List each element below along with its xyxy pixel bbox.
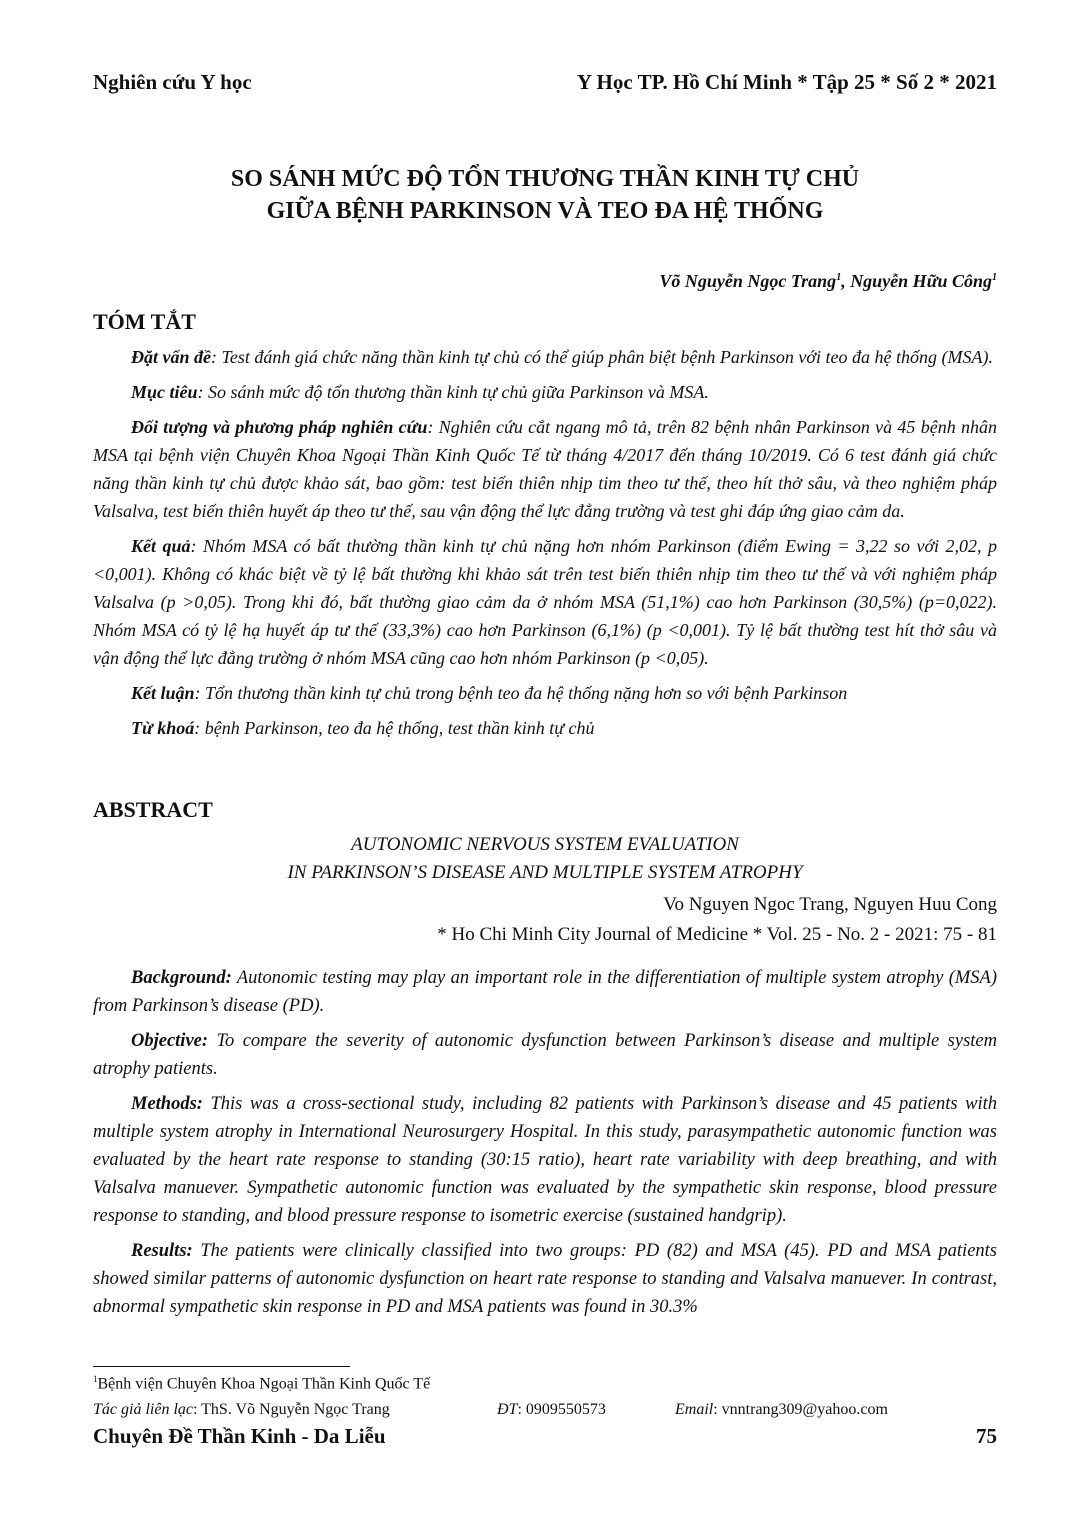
- tomtat-paragraph: [93, 378, 997, 406]
- paragraph-text: To compare the severity of autonomic dysfunction between Parkinson’s disease and multiple system atrophy patients.: [93, 1031, 997, 1079]
- tomtat-heading: TÓM TẮT: [93, 309, 196, 334]
- phone-label: ĐT: [497, 1401, 518, 1418]
- page-number: 75: [976, 1424, 997, 1448]
- author-1: Võ Nguyễn Ngọc Trang: [659, 271, 837, 291]
- paragraph-label: Mục tiêu: [131, 382, 198, 402]
- footnote-divider: [93, 1366, 350, 1367]
- english-title: [0, 831, 1090, 887]
- english-title-line-2: IN PARKINSON’S DISEASE AND MULTIPLE SYSTEM ATROPHY: [287, 862, 803, 883]
- tomtat-paragraph: [93, 679, 997, 707]
- english-title-line-1: AUTONOMIC NERVOUS SYSTEM EVALUATION: [351, 834, 739, 855]
- running-header-left: Nghiên cứu Y học: [93, 70, 252, 94]
- paragraph-label: Đặt vấn đề: [131, 347, 211, 367]
- contact-name: : ThS. Võ Nguyễn Ngọc Trang: [192, 1401, 390, 1418]
- paragraph-text: : Nghiên cứu cắt ngang mô tả, trên 82 bệnh nhân Parkinson và 45 bệnh nhân MSA tại bệnh viện Chuyên Khoa Ngoại Thần Kinh Quốc Tế từ tháng 4/2017 đến tháng 10/2019. Có 6 test đánh giá chức năng thần kinh tự chủ được khảo sát, bao gồm: test biến thiên nhịp tim theo tư thế, theo hít thở sâu, và theo nghiệm pháp Valsalva, test biến thiên huyết áp theo tư thế, sau vận động thể lực đẳng trường và test ghi đáp ứng giao cảm da.: [93, 417, 997, 521]
- abstract-body: [93, 964, 997, 1328]
- paragraph-label: Background:: [131, 968, 232, 988]
- author-2-affil: 1: [992, 272, 997, 283]
- tomtat-paragraph: [93, 532, 997, 672]
- contact-label: Tác giả liên lạc: [93, 1401, 193, 1418]
- abstract-heading: ABSTRACT: [93, 797, 213, 822]
- paragraph-label: Kết quả: [131, 536, 191, 556]
- footnote-email: [675, 1401, 888, 1419]
- paragraph-label: Results:: [131, 1241, 193, 1261]
- paragraph-label: Kết luận: [131, 683, 195, 703]
- footnote-phone: [497, 1401, 606, 1419]
- citation: * Ho Chi Minh City Journal of Medicine * Vol. 25 - No. 2 - 2021: 75 - 81: [437, 924, 997, 945]
- footer-section: Chuyên Đề Thần Kinh - Da Liễu: [93, 1424, 386, 1448]
- paragraph-text: The patients were clinically classified into two groups: PD (82) and MSA (45). PD and MSA patients showed similar patterns of autonomic dysfunction on heart rate response to standing and Valsalva manuever. In contrast, abnormal sympathetic skin response in PD and MSA patients was found in 30.3%: [93, 1241, 997, 1317]
- tomtat-paragraph: [93, 343, 997, 371]
- paragraph-label: Từ khoá: [131, 718, 195, 738]
- tomtat-body: [93, 343, 997, 749]
- phone-number: : 0909550573: [517, 1401, 606, 1418]
- tomtat-paragraph: [93, 413, 997, 525]
- affiliation-text: Bệnh viện Chuyên Khoa Ngoại Thần Kinh Quốc Tế: [97, 1375, 431, 1393]
- paragraph-text: This was a cross-sectional study, including 82 patients with Parkinson’s disease and 45 patients with multiple system atrophy in International Neurosurgery Hospital. In this study, parasympathetic autonomic function was evaluated by the heart rate response to standing (30:15 ratio), heart rate variability with deep breathing, and with Valsalva manuever. Sympathetic autonomic function was evaluated by the sympathetic skin response, blood pressure response to standing, and blood pressure response to isometric exercise (sustained handgrip).: [93, 1094, 997, 1226]
- paragraph-label: Methods:: [131, 1094, 203, 1114]
- tomtat-paragraph: [93, 714, 997, 742]
- abstract-paragraph: [93, 1090, 997, 1230]
- paragraph-text: : bệnh Parkinson, teo đa hệ thống, test thần kinh tự chủ: [194, 718, 595, 738]
- email-label: Email: [675, 1401, 714, 1418]
- author-1-affil: 1: [836, 272, 842, 283]
- paper-title: [0, 163, 1090, 227]
- abstract-paragraph: [93, 1237, 997, 1321]
- abstract-paragraph: [93, 1027, 997, 1083]
- author-2: Nguyễn Hữu Công: [850, 271, 992, 291]
- paragraph-text: : Tổn thương thần kinh tự chủ trong bệnh teo đa hệ thống nặng hơn so với bệnh Parkinson: [194, 683, 848, 703]
- paragraph-label: Đối tượng và phương pháp nghiên cứu: [131, 417, 428, 437]
- paragraph-label: Objective:: [131, 1031, 209, 1051]
- abstract-paragraph: [93, 964, 997, 1020]
- author-sep: ,: [841, 271, 851, 291]
- title-line-2: GIỮA BỆNH PARKINSON VÀ TEO ĐA HỆ THỐNG: [266, 198, 824, 224]
- footnote-affiliation: [93, 1374, 430, 1393]
- english-authors: Vo Nguyen Ngoc Trang, Nguyen Huu Cong: [663, 894, 997, 915]
- paragraph-text: Autonomic testing may play an important role in the differentiation of multiple system atrophy (MSA) from Parkinson’s disease (PD).: [93, 968, 997, 1016]
- paragraph-text: : So sánh mức độ tổn thương thần kinh tự chủ giữa Parkinson và MSA.: [197, 382, 709, 402]
- title-line-1: SO SÁNH MỨC ĐỘ TỔN THƯƠNG THẦN KINH TỰ CHỦ: [230, 166, 860, 192]
- paragraph-text: : Test đánh giá chức năng thần kinh tự chủ có thể giúp phân biệt bệnh Parkinson với teo đa hệ thống (MSA).: [211, 347, 993, 367]
- authors: [659, 271, 997, 292]
- footnote-marker: 1: [93, 1374, 98, 1384]
- footnote-contact: [93, 1401, 390, 1419]
- paragraph-text: : Nhóm MSA có bất thường thần kinh tự chủ nặng hơn nhóm Parkinson (điểm Ewing = 3,22 so với 2,02, p <0,001). Không có khác biệt về tỷ lệ bất thường khi khảo sát trên test biến thiên nhịp tim theo tư thế và với nghiệm pháp Valsalva (p >0,05). Trong khi đó, bất thường giao cảm da ở nhóm MSA (51,1%) cao hơn Parkinson (30,5%) (p=0,022). Nhóm MSA có tỷ lệ hạ huyết áp tư thế (33,3%) cao hơn Parkinson (6,1%) (p <0,001). Tỷ lệ bất thường test hít thở sâu và vận động thể lực đẳng trường ở nhóm MSA cũng cao hơn nhóm Parkinson (p <0,05).: [93, 536, 997, 668]
- email-address: : vnntrang309@yahoo.com: [713, 1401, 888, 1418]
- running-header-right: Y Học TP. Hồ Chí Minh * Tập 25 * Số 2 * 2021: [576, 70, 997, 94]
